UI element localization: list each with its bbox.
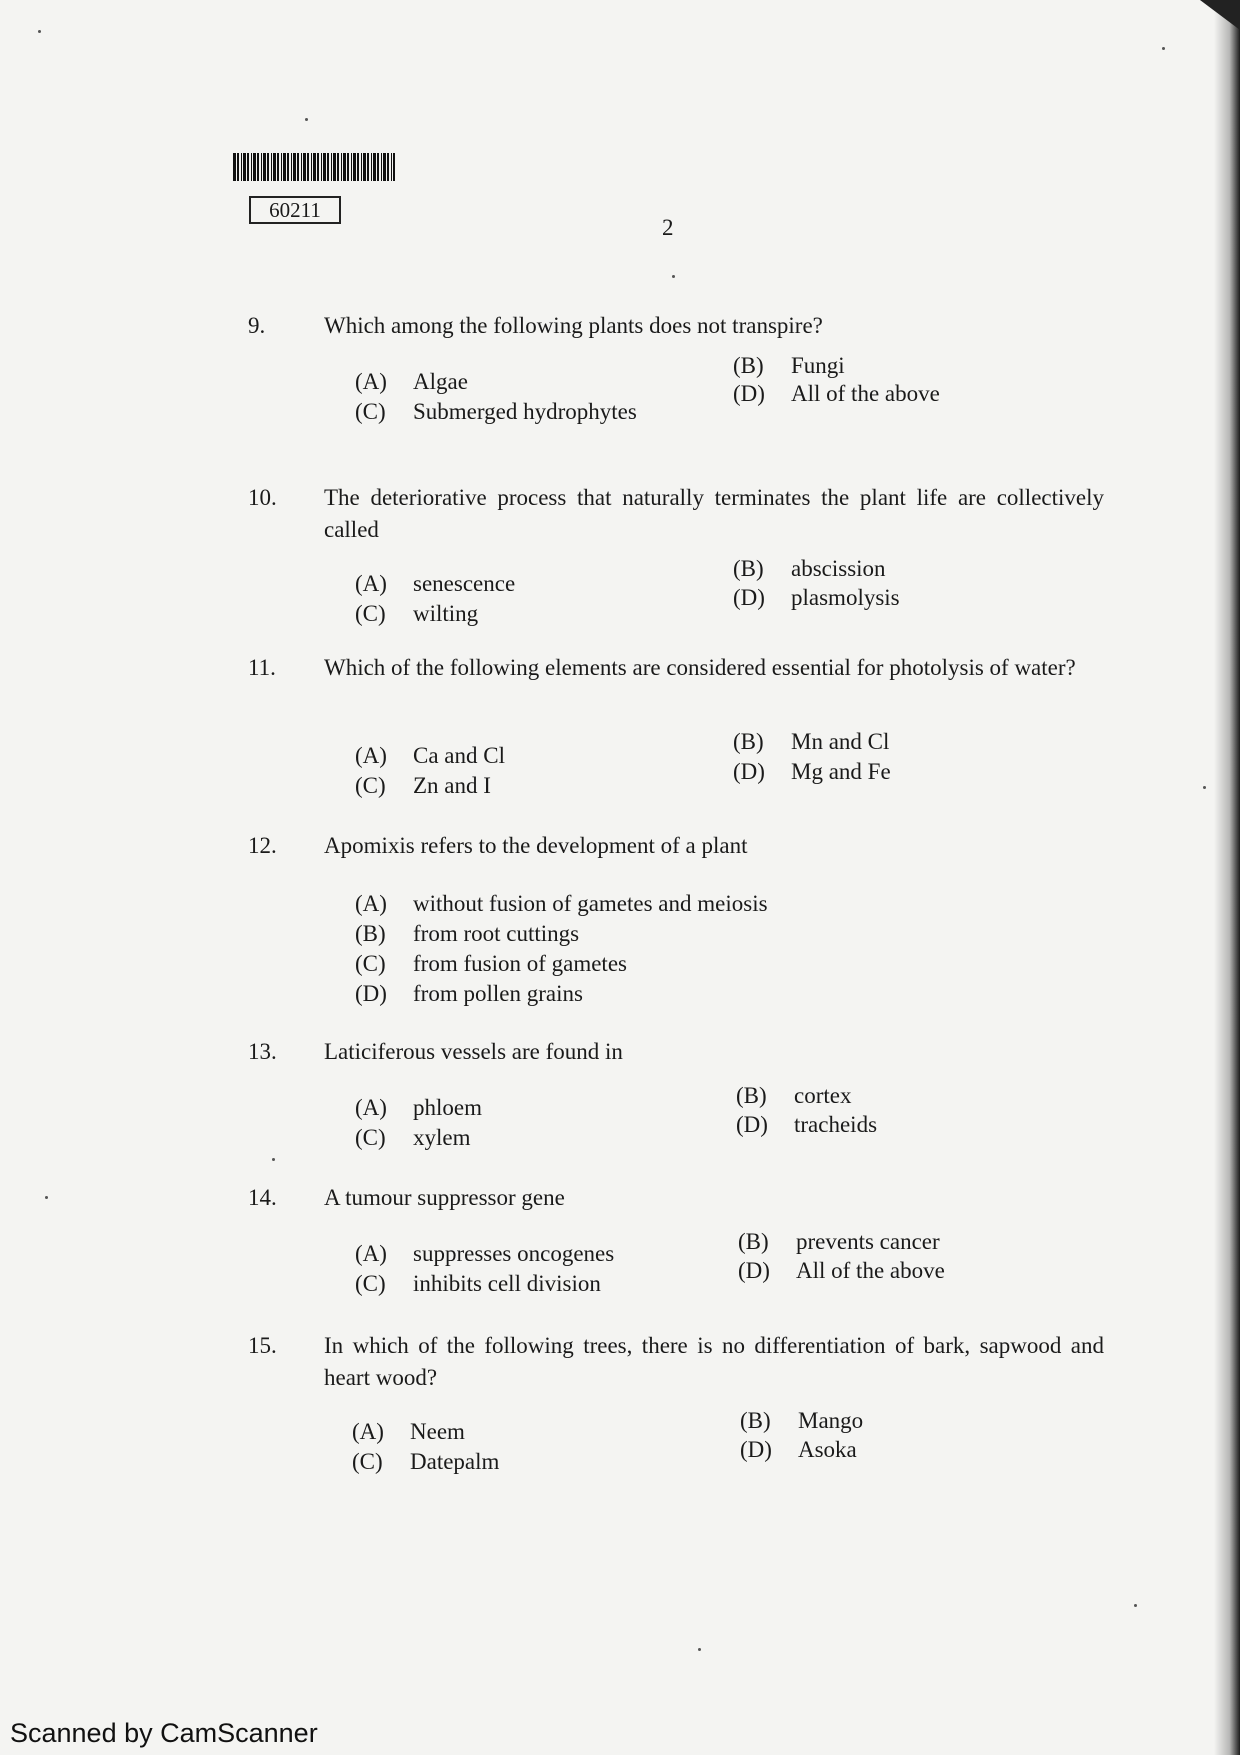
question-number: 9. bbox=[248, 313, 266, 338]
option-c: (C) inhibits cell division bbox=[355, 1271, 601, 1296]
question-number: 13. bbox=[248, 1039, 277, 1064]
question-number: 14. bbox=[248, 1185, 277, 1210]
question-text: Apomixis refers to the development of a plant bbox=[324, 833, 748, 858]
option-b: (B) from root cuttings bbox=[355, 921, 580, 946]
scan-speck bbox=[45, 1196, 48, 1199]
option-a: (A) Ca and Cl bbox=[355, 743, 505, 768]
option-c: (C) Zn and I bbox=[355, 773, 491, 798]
option-b: (B) cortex bbox=[736, 1083, 852, 1108]
question-text: A tumour suppressor gene bbox=[324, 1185, 565, 1210]
question-number: 15. bbox=[248, 1333, 277, 1358]
page-number: 2 bbox=[662, 215, 674, 240]
scan-speck bbox=[1134, 1604, 1137, 1607]
option-b: (B) Mn and Cl bbox=[733, 729, 890, 754]
scan-speck bbox=[672, 275, 675, 278]
paper-code-box: 60211 bbox=[249, 196, 341, 224]
option-c: (C) from fusion of gametes bbox=[355, 951, 627, 976]
question-text: Which of the following elements are considered essential for photolysis of water? bbox=[324, 655, 1076, 680]
scan-corner-fold bbox=[1200, 0, 1240, 30]
scan-speck bbox=[1162, 47, 1165, 50]
option-c: (C) Datepalm bbox=[352, 1449, 500, 1474]
question-text: The deteriorative process that naturally terminates the plant life are collectively called bbox=[324, 485, 1104, 542]
option-d: (D) Asoka bbox=[740, 1437, 857, 1462]
option-d: (D) plasmolysis bbox=[733, 585, 900, 610]
option-a: (A) Algae bbox=[355, 369, 468, 394]
question-number: 11. bbox=[248, 655, 276, 680]
option-b: (B) abscission bbox=[733, 556, 886, 581]
option-a: (A) Neem bbox=[352, 1419, 465, 1444]
option-a: (A) phloem bbox=[355, 1095, 482, 1120]
scan-edge-shadow bbox=[1214, 0, 1240, 1755]
option-d: (D) All of the above bbox=[733, 381, 940, 406]
option-c: (C) wilting bbox=[355, 601, 479, 626]
option-a: (A) suppresses oncogenes bbox=[355, 1241, 615, 1266]
option-b: (B) Fungi bbox=[733, 353, 845, 378]
option-d: (D) All of the above bbox=[738, 1258, 945, 1283]
question-number: 10. bbox=[248, 485, 277, 510]
option-c: (C) xylem bbox=[355, 1125, 471, 1150]
option-a: (A) without fusion of gametes and meiosis bbox=[355, 891, 768, 916]
scan-speck bbox=[305, 118, 308, 121]
option-d: (D) from pollen grains bbox=[355, 981, 583, 1006]
scan-speck bbox=[38, 30, 41, 33]
scan-speck bbox=[272, 1158, 275, 1161]
option-d: (D) Mg and Fe bbox=[733, 759, 891, 784]
option-b: (B) prevents cancer bbox=[738, 1229, 940, 1254]
question-text: Which among the following plants does not transpire? bbox=[324, 313, 823, 338]
question-number: 12. bbox=[248, 833, 277, 858]
option-a: (A) senescence bbox=[355, 571, 516, 596]
scan-speck bbox=[698, 1648, 701, 1651]
option-b: (B) Mango bbox=[740, 1408, 864, 1433]
question-text: Laticiferous vessels are found in bbox=[324, 1039, 623, 1064]
question-text: In which of the following trees, there is no differentiation of bark, sapwood and heart wood? bbox=[324, 1333, 1104, 1390]
scan-speck bbox=[1203, 786, 1206, 789]
barcode bbox=[233, 153, 395, 181]
option-c: (C) Submerged hydrophytes bbox=[355, 399, 637, 424]
option-d: (D) tracheids bbox=[736, 1112, 878, 1137]
camscanner-watermark: Scanned by CamScanner bbox=[10, 1718, 318, 1748]
